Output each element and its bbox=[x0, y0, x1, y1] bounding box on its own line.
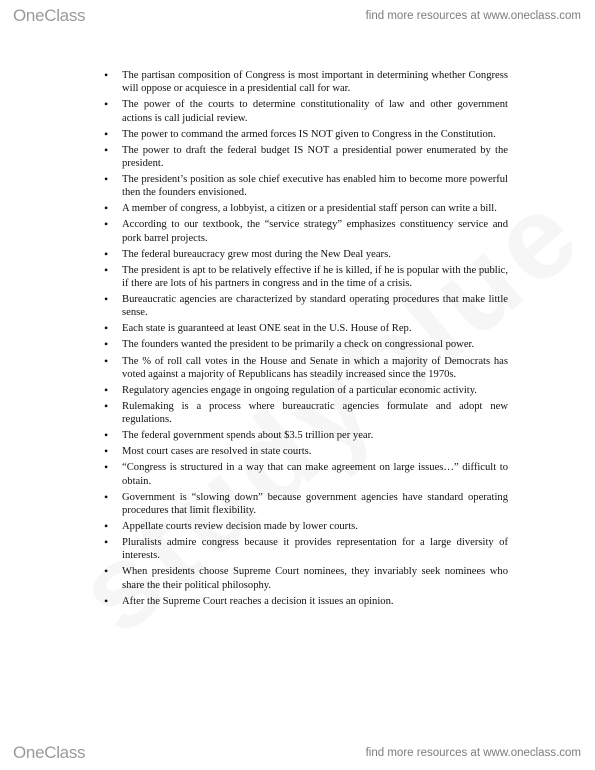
footer-resources-link[interactable]: find more resources at www.oneclass.com bbox=[365, 747, 581, 759]
oneclass-logo-top[interactable]: OneClass bbox=[13, 6, 86, 25]
list-item: • A member of congress, a lobbyist, a citizen or a presidential staff person can write a bill. bbox=[104, 202, 508, 215]
list-item: • After the Supreme Court reaches a decision it issues an opinion. bbox=[104, 595, 508, 608]
list-item: • According to our textbook, the “service strategy” emphasizes constituency service and pork barrel projects. bbox=[104, 218, 508, 244]
list-item: • When presidents choose Supreme Court nominees, they invariably seek nominees who share the their political philosophy. bbox=[104, 565, 508, 591]
list-item: • The power to draft the federal budget IS NOT a presidential power enumerated by the president. bbox=[104, 144, 508, 170]
list-item: • The power of the courts to determine constitutionality of law and other government actions is call judicial review. bbox=[104, 98, 508, 124]
list-item: • The federal government spends about $3.5 trillion per year. bbox=[104, 429, 508, 442]
list-item: • Government is “slowing down” because government agencies have standard operating procedures that limit flexibility. bbox=[104, 491, 508, 517]
list-item: • Rulemaking is a process where bureaucratic agencies formulate and adopt new regulations. bbox=[104, 400, 508, 426]
list-item: • “Congress is structured in a way that can make agreement on large issues…” difficult to obtain. bbox=[104, 461, 508, 487]
oneclass-logo-bottom[interactable]: OneClass bbox=[13, 743, 86, 762]
list-item: • The president’s position as sole chief executive has enabled him to become more powerful then the founders envisioned. bbox=[104, 173, 508, 199]
list-item: • Appellate courts review decision made by lower courts. bbox=[104, 520, 508, 533]
document-body bbox=[104, 69, 508, 611]
list-item: • The partisan composition of Congress is most important in determining whether Congress will oppose or acquiesce in a presidential call for war. bbox=[104, 69, 508, 95]
list-item: • Each state is guaranteed at least ONE seat in the U.S. House of Rep. bbox=[104, 322, 508, 335]
list-item: • The federal bureaucracy grew most during the New Deal years. bbox=[104, 248, 508, 261]
list-item: • The president is apt to be relatively effective if he is killed, if he is popular with the public, if there are lots of his partners in congress and in the time of a crisis. bbox=[104, 264, 508, 290]
list-item: • Pluralists admire congress because it provides representation for a large diversity of interests. bbox=[104, 536, 508, 562]
bullet-list bbox=[104, 69, 508, 608]
list-item: • The founders wanted the president to be primarily a check on congressional power. bbox=[104, 338, 508, 351]
list-item: • Bureaucratic agencies are characterized by standard operating procedures that make little sense. bbox=[104, 293, 508, 319]
list-item: • The power to command the armed forces IS NOT given to Congress in the Constitution. bbox=[104, 128, 508, 141]
list-item: • Most court cases are resolved in state courts. bbox=[104, 445, 508, 458]
header-resources-link[interactable]: find more resources at www.oneclass.com bbox=[365, 10, 581, 22]
list-item: • Regulatory agencies engage in ongoing regulation of a particular economic activity. bbox=[104, 384, 508, 397]
list-item: • The % of roll call votes in the House and Senate in which a majority of Democrats has voted against a majority of Republicans has steadily increased since the 1970s. bbox=[104, 355, 508, 381]
